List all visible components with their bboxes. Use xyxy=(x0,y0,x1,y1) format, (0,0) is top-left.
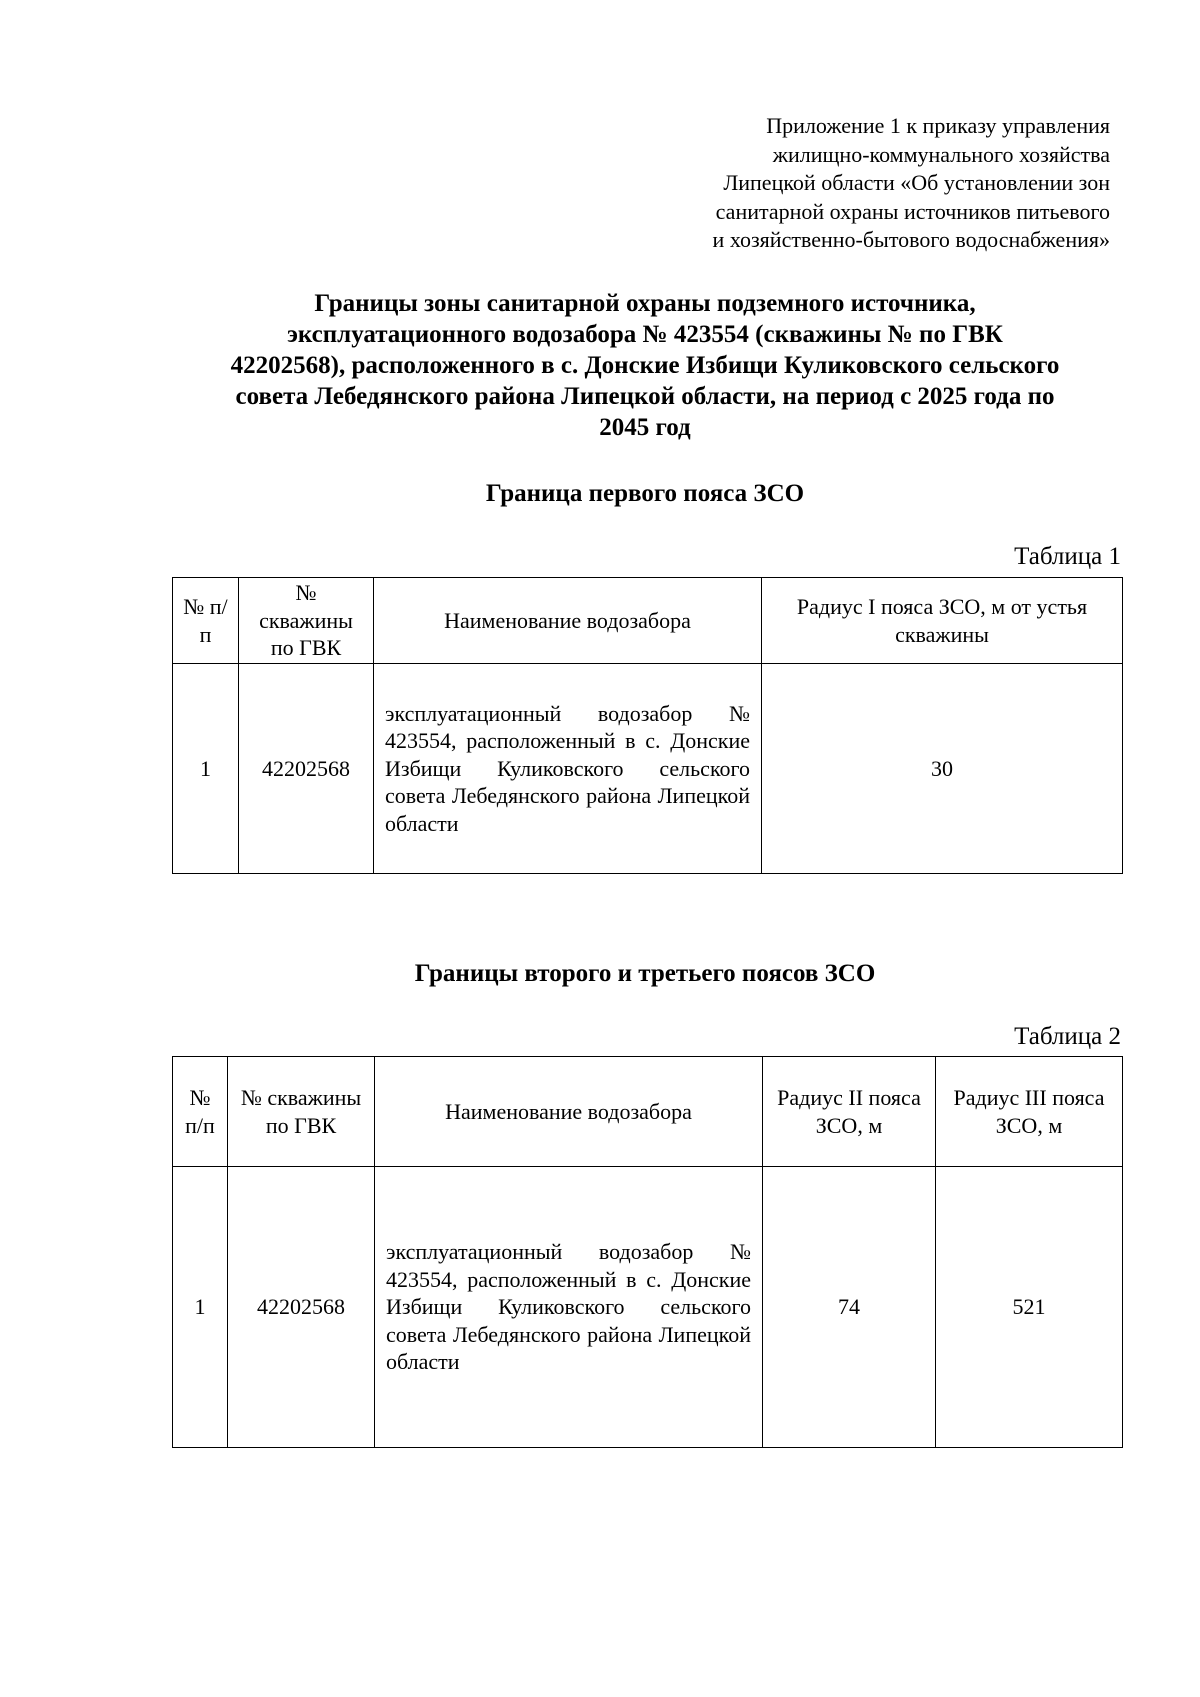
cell-radius-3: 521 xyxy=(936,1167,1123,1448)
cell-well: 42202568 xyxy=(239,664,374,874)
table-2 xyxy=(172,1056,1123,1448)
table-1-label: Таблица 1 xyxy=(1014,543,1121,570)
cell-name: эксплуатационный водозабор № 423554, расположенный в с. Донские Избищи Куликовского сельского совета Лебедянского района Липецкой области xyxy=(374,664,762,874)
table-2-header-row xyxy=(173,1057,1123,1167)
section-1-title: Граница первого пояса ЗСО xyxy=(485,480,805,507)
header-num: № п/п xyxy=(173,578,239,664)
appendix-line: Липецкой области «Об установлении зон xyxy=(723,170,1110,195)
title-line: 42202568), расположенного в с. Донские Избищи Куликовского сельского xyxy=(230,352,1060,379)
cell-num: 1 xyxy=(173,1167,228,1448)
header-radius-3: Радиус III пояса ЗСО, м xyxy=(936,1057,1123,1167)
header-name: Наименование водозабора xyxy=(375,1057,763,1167)
title-line: Границы зоны санитарной охраны подземного источника, xyxy=(314,290,976,317)
header-radius-1: Радиус I пояса ЗСО, м от устья скважины xyxy=(762,578,1123,664)
header-well: № скважины по ГВК xyxy=(228,1057,375,1167)
cell-well: 42202568 xyxy=(228,1167,375,1448)
appendix-line: Приложение 1 к приказу управления xyxy=(766,113,1110,138)
appendix-note xyxy=(600,112,1110,255)
document-title xyxy=(150,288,1140,443)
cell-radius-1: 30 xyxy=(762,664,1123,874)
title-line: 2045 год xyxy=(599,414,691,441)
appendix-line: санитарной охраны источников питьевого xyxy=(715,198,1110,224)
cell-radius-2: 74 xyxy=(763,1167,936,1448)
header-well: № скважины по ГВК xyxy=(239,578,374,664)
appendix-line: жилищно-коммунального хозяйства xyxy=(772,141,1110,167)
cell-num: 1 xyxy=(173,664,239,874)
table-1-header-row xyxy=(173,578,1123,664)
header-name: Наименование водозабора xyxy=(374,578,762,664)
cell-name: эксплуатационный водозабор № 423554, расположенный в с. Донские Избищи Куликовского сельского совета Лебедянского района Липецкой области xyxy=(375,1167,763,1448)
section-2-title: Границы второго и третьего поясов ЗСО xyxy=(414,960,876,987)
title-line: совета Лебедянского района Липецкой области, на период с 2025 года по xyxy=(235,383,1055,410)
appendix-line: и хозяйственно-бытового водоснабжения» xyxy=(712,227,1110,252)
header-num: № п/п xyxy=(173,1057,228,1167)
header-radius-2: Радиус II пояса ЗСО, м xyxy=(763,1057,936,1167)
table-1 xyxy=(172,577,1123,874)
title-line: эксплуатационного водозабора № 423554 (скважины № по ГВК xyxy=(287,321,1003,348)
table-row xyxy=(173,664,1123,874)
table-2-label: Таблица 2 xyxy=(1014,1023,1121,1050)
table-row xyxy=(173,1167,1123,1448)
